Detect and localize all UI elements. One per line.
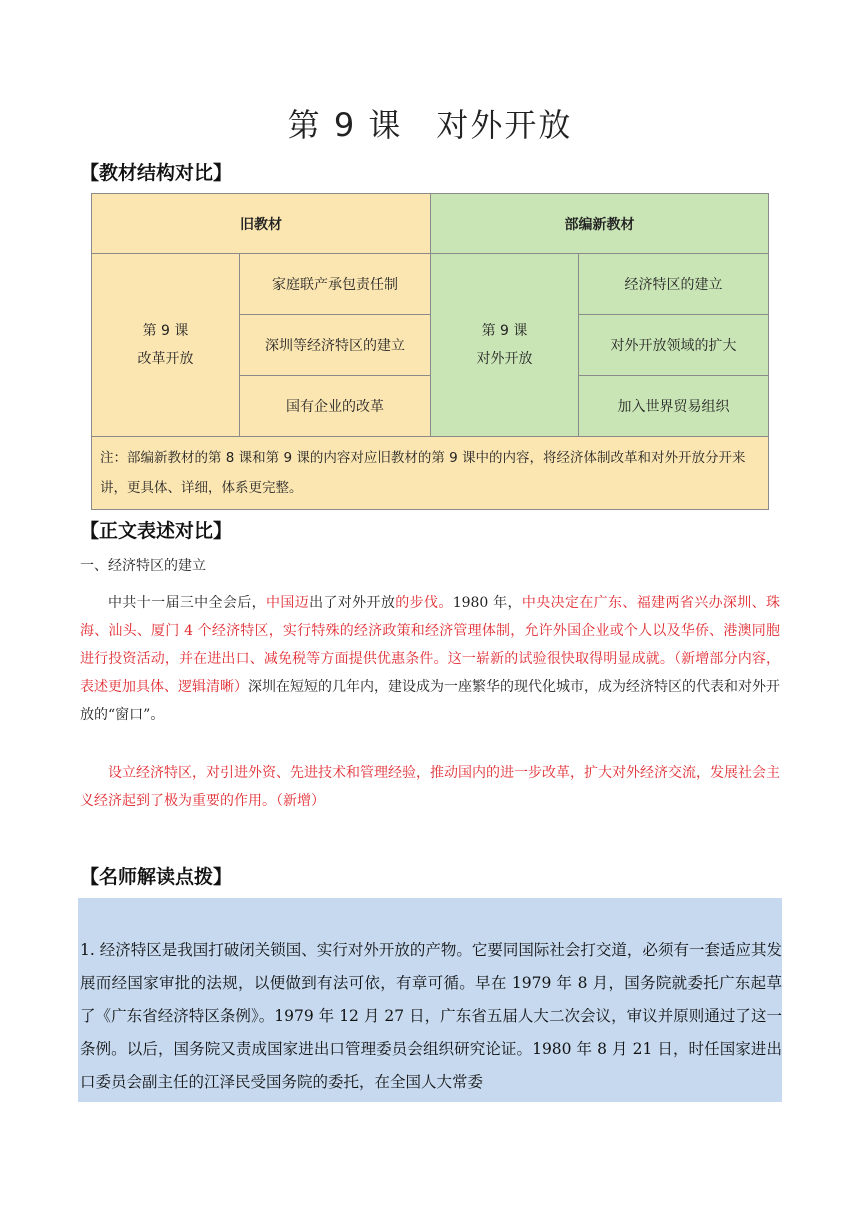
new-lesson-number: 第 9 课: [481, 323, 528, 339]
old-header: 旧教材: [92, 194, 431, 254]
old-topic: 国有企业的改革: [240, 376, 431, 437]
new-lesson-cell: [431, 254, 579, 437]
old-topic: 深圳等经济特区的建立: [240, 315, 431, 376]
new-topic: 对外开放领域的扩大: [579, 315, 769, 376]
para1-text: 中共十一届三中全会后，: [108, 595, 266, 611]
para1-text: 深圳在短短的几年内，建设成为一座繁华的现代化城市，成为经济特区的代表和对外开放的“窗口”。: [80, 679, 780, 723]
old-lesson-number: 第 9 课: [142, 323, 189, 339]
para1-highlight: 中国迈: [265, 595, 310, 611]
section1-title: 一、经济特区的建立: [80, 558, 206, 574]
old-topic: 家庭联产承包责任制: [240, 254, 431, 315]
text-heading: 【正文表述对比】: [80, 520, 233, 542]
comparison-table: [91, 193, 769, 510]
teacher-heading: 【名师解读点拨】: [80, 866, 233, 888]
old-lesson-title: 改革开放: [137, 351, 194, 367]
para1-text: 出了对外开放: [309, 595, 396, 611]
structure-heading: 【教材结构对比】: [80, 162, 233, 184]
paragraph-1: [80, 589, 780, 729]
new-header: 部编新教材: [431, 194, 769, 254]
para1-highlight: 的步伐。: [395, 595, 453, 611]
para1-text: 1980 年，: [452, 595, 522, 611]
interpretation-text: 1. 经济特区是我国打破闭关锁国、实行对外开放的产物。它要同国际社会打交道，必须有一套适应其发展而经国家审批的法规，以便做到有法可依，有章可循。早在 1979 年 8 月，国务院就委托广东起草了《广东省经济特区条例》。1979 年 12 月 27 日，广东省五届人大二次会议，审议并原则通过了这一条例。以后，国务院又责成国家进出口管理委员会组织研究论证。1980 年 8 月 21 日，时任国家进出口委员会副主任的江泽民受国务院的委托，在全国人大常委: [80, 941, 782, 1091]
new-lesson-title: 对外开放: [476, 351, 533, 367]
paragraph-2: 设立经济特区，对引进外资、先进技术和管理经验，推动国内的进一步改革，扩大对外经济交流，发展社会主义经济起到了极为重要的作用。（新增）: [80, 765, 780, 809]
page-title: 第 9 课 对外开放: [287, 106, 573, 144]
para1-highlight: 中央决定在广东、福建两省兴办深圳、珠海、汕头、厦门 4 个经济特区，实行特殊的经济政策和经济管理体制，允许外国企业或个人以及华侨、港澳同胞进行投资活动，并在进出口、减免税等方面提供优惠条件。这一崭新的试验很快取得明显成就。（新增部分内容，表述更加具体、逻辑清晰）: [80, 595, 781, 695]
new-topic: 加入世界贸易组织: [579, 376, 769, 437]
old-lesson-cell: [92, 254, 240, 437]
new-topic: 经济特区的建立: [579, 254, 769, 315]
table-note: 注：部编新教材的第 8 课和第 9 课的内容对应旧教材的第 9 课中的内容，将经济体制改革和对外开放分开来讲，更具体、详细，体系更完整。: [92, 437, 769, 510]
